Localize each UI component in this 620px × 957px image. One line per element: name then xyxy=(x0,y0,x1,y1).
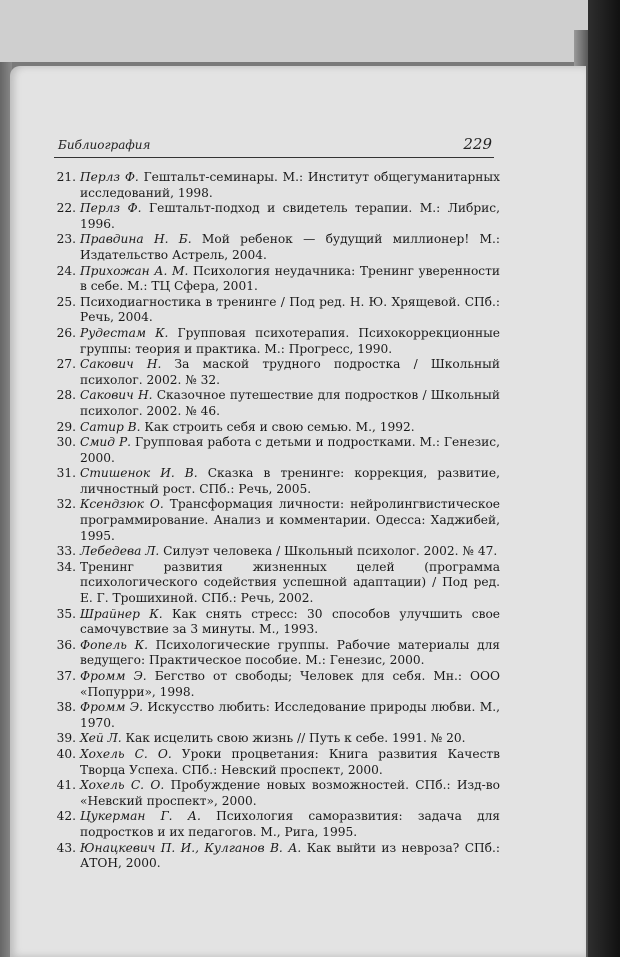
entry-number: 23. xyxy=(56,232,76,247)
entry-author: Сакович Н. xyxy=(80,357,162,372)
bibliography-entry xyxy=(54,638,500,669)
entry-number: 25. xyxy=(56,294,76,309)
bibliography-entry xyxy=(54,170,500,201)
entry-author: Перлз Ф. xyxy=(80,170,139,184)
bibliography-entry xyxy=(54,700,500,731)
entry-citation: Искусство любить: Исследование природы любви. М., 1970. xyxy=(80,700,500,730)
entry-citation: Как снять стресс: 30 способов улучшить свое самочувствие за 3 минуты. М., 1993. xyxy=(80,606,500,637)
bibliography-entry xyxy=(54,497,500,544)
entry-citation: Как выйти из невроза? СПб.: АТОН, 2000. xyxy=(80,840,500,871)
entry-text xyxy=(80,435,500,466)
entry-number: 31. xyxy=(56,466,76,481)
entry-text xyxy=(80,638,500,669)
header-title: Библиография xyxy=(58,138,151,152)
entry-number: 43. xyxy=(56,840,76,855)
bibliography-entry xyxy=(54,420,500,436)
entry-text xyxy=(80,201,500,232)
entry-citation: Силуэт человека / Школьный психолог. 2002. № 47. xyxy=(159,544,498,559)
entry-author: Сакович Н. xyxy=(80,388,153,403)
entry-text xyxy=(80,497,500,544)
bibliography-entry xyxy=(54,388,500,419)
entry-text xyxy=(80,388,500,419)
entry-text xyxy=(80,466,500,497)
bibliography-entry xyxy=(54,669,500,700)
entry-text xyxy=(80,560,500,607)
entry-citation: Сказочное путешествие для подростков / Школьный психолог. 2002. № 46. xyxy=(80,388,500,418)
entry-citation: Психология неудачника: Тренинг уверенности в себе. М.: ТЦ Сфера, 2001. xyxy=(80,263,500,294)
entry-text xyxy=(80,295,500,326)
entry-text xyxy=(80,607,500,638)
entry-text xyxy=(80,264,500,295)
entry-text xyxy=(80,778,500,809)
entry-citation: Психодиагностика в тренинге / Под ред. Н. Ю. Хрящевой. СПб.: Речь, 2004. xyxy=(80,294,500,325)
entry-author: Рудестам К. xyxy=(80,325,169,340)
page-number: 229 xyxy=(463,135,492,153)
bibliography-entry xyxy=(54,544,500,560)
entry-citation: Мой ребенок — будущий миллионер! М.: Издательство Астрель, 2004. xyxy=(80,232,500,262)
entry-number: 27. xyxy=(56,357,76,372)
entry-text xyxy=(80,326,500,357)
bibliography-entry xyxy=(54,264,500,295)
entry-author: Юнацкевич П. И., Кулганов В. А. xyxy=(80,840,302,855)
entry-author: Хохель С. О. xyxy=(80,746,172,761)
entry-text xyxy=(80,669,500,700)
scan-background-top xyxy=(0,0,620,62)
entry-text xyxy=(80,809,500,840)
bibliography-entry xyxy=(54,201,500,232)
entry-citation: За маской трудного подростка / Школьный психолог. 2002. № 32. xyxy=(80,357,501,387)
entry-citation: Бегство от свободы; Человек для себя. Мн.: ООО «Попурри», 1998. xyxy=(80,669,500,699)
entry-citation: Групповая психотерапия. Психокоррекционные группы: теория и практика. М.: Прогресс, 1990. xyxy=(80,325,501,356)
entry-text xyxy=(80,747,500,778)
entry-number: 24. xyxy=(56,263,76,278)
bibliography-entry xyxy=(54,809,500,840)
bibliography-entry xyxy=(54,435,500,466)
running-header xyxy=(54,135,494,158)
entry-citation: Как строить себя и свою семью. М., 1992. xyxy=(140,419,415,434)
entry-number: 40. xyxy=(56,746,76,761)
entry-number: 36. xyxy=(56,637,76,652)
entry-number: 33. xyxy=(56,544,76,559)
entry-author: Сатир В. xyxy=(80,419,141,434)
entry-author: Фопель К. xyxy=(80,637,148,652)
entry-citation: Психология саморазвития: задача для подростков и их педагогов. М., Рига, 1995. xyxy=(80,809,501,839)
entry-citation: Трансформация личности: нейролингвистическое программирование. Анализ и комментарии. Одесса: Хаджибей, 1995. xyxy=(80,497,500,543)
entry-citation: Сказка в тренинге: коррекция, развитие, личностный рост. СПб.: Речь, 2005. xyxy=(80,466,500,496)
entry-author: Перлз Ф. xyxy=(80,201,142,216)
bibliography-entry xyxy=(54,841,500,872)
entry-author: Смид Р. xyxy=(80,435,132,450)
entry-author: Стишенок И. В. xyxy=(80,466,198,481)
entry-number: 41. xyxy=(56,778,76,793)
bibliography-entry xyxy=(54,560,500,607)
entry-number: 42. xyxy=(56,809,76,824)
entry-author: Хохель С. О. xyxy=(80,778,165,793)
entry-citation: Групповая работа с детьми и подростками. М.: Генезис, 2000. xyxy=(80,435,500,465)
entry-number: 34. xyxy=(56,559,76,574)
entry-number: 35. xyxy=(56,606,76,621)
entry-citation: Как исцелить свою жизнь // Путь к себе. 1991. № 20. xyxy=(121,731,466,746)
entry-number: 32. xyxy=(56,497,76,512)
entry-number: 28. xyxy=(56,388,76,403)
entry-citation: Уроки процветания: Книга развития Качеств Творца Успеха. СПб.: Невский проспект, 2000. xyxy=(80,746,500,777)
entry-author: Ксендзюк О. xyxy=(80,497,164,512)
entry-number: 22. xyxy=(56,201,76,216)
entry-number: 37. xyxy=(56,669,76,683)
entry-text xyxy=(80,700,500,731)
bibliography-entry xyxy=(54,747,500,778)
entry-citation: Гештальт-семинары. М.: Институт общегуманитарных исследований, 1998. xyxy=(80,170,500,200)
bibliography-list xyxy=(54,170,500,872)
entry-number: 38. xyxy=(56,700,76,715)
entry-text xyxy=(80,544,500,560)
entry-citation: Пробуждение новых возможностей. СПб.: Изд-во «Невский проспект», 2000. xyxy=(80,778,500,808)
entry-text xyxy=(80,731,500,747)
entry-number: 30. xyxy=(56,435,76,450)
entry-author: Прихожан А. М. xyxy=(80,263,189,278)
entry-author: Фромм Э. xyxy=(80,700,144,715)
bibliography-entry xyxy=(54,295,500,326)
entry-text xyxy=(80,170,500,201)
entry-text xyxy=(80,232,500,263)
entry-author: Цукерман Г. А. xyxy=(80,809,201,824)
bibliography-entry xyxy=(54,232,500,263)
entry-author: Лебедева Л. xyxy=(80,544,160,559)
entry-author: Хей Л. xyxy=(80,731,122,746)
bibliography-entry xyxy=(54,778,500,809)
bibliography-entry xyxy=(54,607,500,638)
entry-citation: Гештальт-подход и свидетель терапии. М.: Либрис, 1996. xyxy=(80,201,501,231)
bibliography-entry xyxy=(54,466,500,497)
entry-text xyxy=(80,420,500,436)
entry-author: Правдина Н. Б. xyxy=(80,232,192,247)
entry-citation: Психологические группы. Рабочие материалы для ведущего: Практическое пособие. М.: Генезис, 2000. xyxy=(80,637,500,668)
entry-number: 21. xyxy=(56,170,76,184)
entry-number: 39. xyxy=(56,731,76,746)
entry-text xyxy=(80,357,500,388)
book-spine xyxy=(588,0,620,957)
entry-author: Фромм Э. xyxy=(80,669,147,683)
entry-author: Шрайнер К. xyxy=(80,606,163,621)
entry-number: 29. xyxy=(56,419,76,434)
entry-citation: Тренинг развития жизненных целей (программа психологического содействия успешной адаптации) / Под ред. Е. Г. Трошихиной. СПб.: Речь, 2002. xyxy=(80,559,500,606)
entry-number: 26. xyxy=(56,325,76,340)
bibliography-entry xyxy=(54,731,500,747)
entry-text xyxy=(80,841,500,872)
bibliography-entry xyxy=(54,326,500,357)
bibliography-entry xyxy=(54,357,500,388)
